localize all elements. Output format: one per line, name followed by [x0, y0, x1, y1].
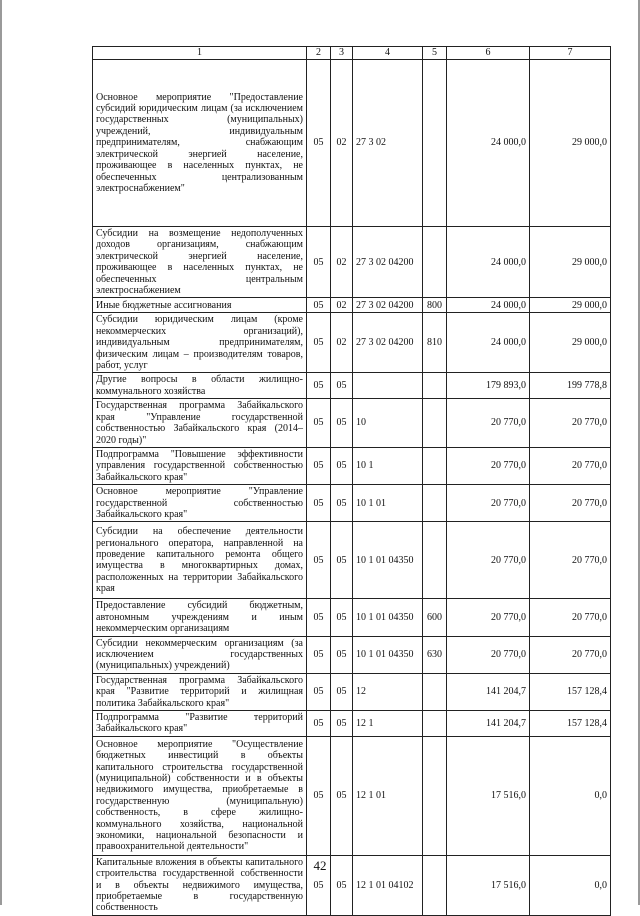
table-row	[93, 227, 611, 298]
row-amount-1-cell: 20 770,0	[447, 636, 530, 673]
row-subsection-cell: 05	[331, 447, 353, 484]
row-name-cell: Предоставление субсидий бюджетным, автономным учреждениям и иным некоммерческим организациям	[93, 599, 307, 636]
row-amount-2-cell: 20 770,0	[530, 447, 611, 484]
row-name-cell: Подпрограмма "Развитие территорий Забайкальского края"	[93, 711, 307, 737]
row-section-cell: 05	[307, 711, 331, 737]
row-subsection-cell: 02	[331, 227, 353, 298]
header-cell: 5	[423, 47, 447, 60]
row-section-cell: 05	[307, 522, 331, 599]
row-target-article-cell: 12 1 01 04102	[353, 855, 423, 915]
row-section-cell: 05	[307, 227, 331, 298]
table-row	[93, 60, 611, 227]
row-target-article-cell: 27 3 02 04200	[353, 298, 423, 313]
row-expense-type-cell	[423, 60, 447, 227]
row-name-cell: Иные бюджетные ассигнования	[93, 298, 307, 313]
row-name-cell: Другие вопросы в области жилищно-коммунального хозяйства	[93, 373, 307, 399]
row-section-cell: 05	[307, 636, 331, 673]
row-subsection-cell: 05	[331, 673, 353, 710]
row-amount-2-cell: 157 128,4	[530, 711, 611, 737]
row-amount-1-cell: 17 516,0	[447, 855, 530, 915]
row-subsection-cell: 05	[331, 736, 353, 855]
row-amount-2-cell: 199 778,8	[530, 373, 611, 399]
row-expense-type-cell	[423, 673, 447, 710]
row-expense-type-cell	[423, 373, 447, 399]
table-row	[93, 673, 611, 710]
row-section-cell: 05	[307, 855, 331, 915]
row-target-article-cell: 10 1 01	[353, 485, 423, 522]
scan-left-edge	[0, 0, 2, 905]
row-section-cell: 05	[307, 313, 331, 373]
row-target-article-cell: 27 3 02 04200	[353, 227, 423, 298]
table-row	[93, 736, 611, 855]
row-amount-2-cell: 29 000,0	[530, 60, 611, 227]
row-target-article-cell: 10 1 01 04350	[353, 636, 423, 673]
row-section-cell: 05	[307, 60, 331, 227]
row-amount-2-cell: 20 770,0	[530, 599, 611, 636]
row-expense-type-cell	[423, 522, 447, 599]
budget-table	[92, 46, 611, 916]
row-target-article-cell: 10 1	[353, 447, 423, 484]
row-section-cell: 05	[307, 485, 331, 522]
row-expense-type-cell	[423, 711, 447, 737]
row-target-article-cell: 12	[353, 673, 423, 710]
row-section-cell: 05	[307, 736, 331, 855]
row-subsection-cell: 05	[331, 373, 353, 399]
table-row	[93, 399, 611, 448]
row-name-cell: Субсидии юридическим лицам (кроме некоммерческих организаций), индивидуальным предпринимателям, физическим лицам – производителям товаров, работ, услуг	[93, 313, 307, 373]
table-row	[93, 298, 611, 313]
row-expense-type-cell: 800	[423, 298, 447, 313]
row-amount-1-cell: 141 204,7	[447, 673, 530, 710]
row-amount-1-cell: 20 770,0	[447, 522, 530, 599]
row-name-cell: Государственная программа Забайкальского края "Управление государственной собственностью Забайкальского края (2014–2020 годы)"	[93, 399, 307, 448]
row-subsection-cell: 05	[331, 485, 353, 522]
row-amount-2-cell: 0,0	[530, 736, 611, 855]
row-amount-1-cell: 20 770,0	[447, 599, 530, 636]
row-amount-1-cell: 24 000,0	[447, 298, 530, 313]
row-section-cell: 05	[307, 399, 331, 448]
row-subsection-cell: 02	[331, 313, 353, 373]
row-amount-2-cell: 20 770,0	[530, 636, 611, 673]
row-section-cell: 05	[307, 298, 331, 313]
row-name-cell: Основное мероприятие "Осуществление бюджетных инвестиций в объекты капитального строительства государственной (муниципальной) собственности и в объекты недвижимого имущества, приобретаемые в государственную (муниципальную) собственность, в сфере жилищно-коммунального хозяйства, национальной экономики, национальной безопасности и правоохранительной деятельности"	[93, 736, 307, 855]
row-amount-1-cell: 20 770,0	[447, 485, 530, 522]
row-amount-1-cell: 20 770,0	[447, 447, 530, 484]
row-name-cell: Основное мероприятие "Предоставление субсидий юридическим лицам (за исключением государственных (муниципальных) учреждений, индивидуальным предпринимателям, снабжающим электрической энергией население, проживающее в населенных пунктах, не обеспеченных централизованным электроснабжением"	[93, 60, 307, 227]
row-amount-1-cell: 24 000,0	[447, 313, 530, 373]
row-amount-2-cell: 20 770,0	[530, 522, 611, 599]
row-amount-1-cell: 179 893,0	[447, 373, 530, 399]
row-subsection-cell: 05	[331, 855, 353, 915]
row-section-cell: 05	[307, 447, 331, 484]
row-expense-type-cell: 810	[423, 313, 447, 373]
table-row	[93, 313, 611, 373]
header-cell: 4	[353, 47, 423, 60]
row-target-article-cell: 10	[353, 399, 423, 448]
row-target-article-cell: 12 1	[353, 711, 423, 737]
row-subsection-cell: 05	[331, 599, 353, 636]
row-name-cell: Капитальные вложения в объекты капитального строительства государственной собственности и в объекты недвижимого имущества, приобретаемые в государственную собственность	[93, 855, 307, 915]
row-subsection-cell: 05	[331, 711, 353, 737]
row-subsection-cell: 02	[331, 60, 353, 227]
row-subsection-cell: 05	[331, 522, 353, 599]
row-expense-type-cell	[423, 447, 447, 484]
row-amount-1-cell: 24 000,0	[447, 227, 530, 298]
row-amount-2-cell: 29 000,0	[530, 298, 611, 313]
header-cell: 6	[447, 47, 530, 60]
table-row	[93, 522, 611, 599]
header-cell: 2	[307, 47, 331, 60]
row-name-cell: Государственная программа Забайкальского края "Развитие территорий и жилищная политика Забайкальского края"	[93, 673, 307, 710]
header-cell: 3	[331, 47, 353, 60]
row-amount-2-cell: 29 000,0	[530, 227, 611, 298]
row-expense-type-cell	[423, 399, 447, 448]
row-target-article-cell: 27 3 02 04200	[353, 313, 423, 373]
row-section-cell: 05	[307, 373, 331, 399]
row-expense-type-cell: 630	[423, 636, 447, 673]
table-row	[93, 711, 611, 737]
row-target-article-cell: 12 1 01	[353, 736, 423, 855]
table-row	[93, 447, 611, 484]
row-amount-1-cell: 17 516,0	[447, 736, 530, 855]
row-expense-type-cell: 600	[423, 599, 447, 636]
row-amount-1-cell: 20 770,0	[447, 399, 530, 448]
header-cell: 1	[93, 47, 307, 60]
row-subsection-cell: 05	[331, 636, 353, 673]
table-row	[93, 373, 611, 399]
row-subsection-cell: 02	[331, 298, 353, 313]
row-target-article-cell: 10 1 01 04350	[353, 599, 423, 636]
table-row	[93, 636, 611, 673]
row-name-cell: Подпрограмма "Повышение эффективности управления государственной собственностью Забайкальского края"	[93, 447, 307, 484]
table-header-row	[93, 47, 611, 60]
row-amount-2-cell: 20 770,0	[530, 399, 611, 448]
page-number: 42	[313, 858, 327, 873]
row-name-cell: Субсидии на обеспечение деятельности регионального оператора, направленной на проведение капитального ремонта общего имущества в многоквартирных домах, расположенных на территории Забайкальского края	[93, 522, 307, 599]
row-amount-1-cell: 141 204,7	[447, 711, 530, 737]
row-name-cell: Основное мероприятие "Управление государственной собственностью Забайкальского края"	[93, 485, 307, 522]
header-cell: 7	[530, 47, 611, 60]
row-target-article-cell: 10 1 01 04350	[353, 522, 423, 599]
row-name-cell: Субсидии на возмещение недополученных доходов организациям, снабжающим электрической энергией население, проживающее в населенных пунктах, не обеспеченных центральным электроснабжением	[93, 227, 307, 298]
row-expense-type-cell	[423, 736, 447, 855]
row-amount-1-cell: 24 000,0	[447, 60, 530, 227]
row-expense-type-cell	[423, 227, 447, 298]
table-row	[93, 599, 611, 636]
row-amount-2-cell: 0,0	[530, 855, 611, 915]
row-amount-2-cell: 157 128,4	[530, 673, 611, 710]
row-target-article-cell	[353, 373, 423, 399]
row-amount-2-cell: 20 770,0	[530, 485, 611, 522]
table-row	[93, 485, 611, 522]
row-target-article-cell: 27 3 02	[353, 60, 423, 227]
row-section-cell: 05	[307, 599, 331, 636]
row-subsection-cell: 05	[331, 399, 353, 448]
row-amount-2-cell: 29 000,0	[530, 313, 611, 373]
row-name-cell: Субсидии некоммерческим организациям (за исключением государственных (муниципальных) учреждений)	[93, 636, 307, 673]
row-expense-type-cell	[423, 485, 447, 522]
row-section-cell: 05	[307, 673, 331, 710]
